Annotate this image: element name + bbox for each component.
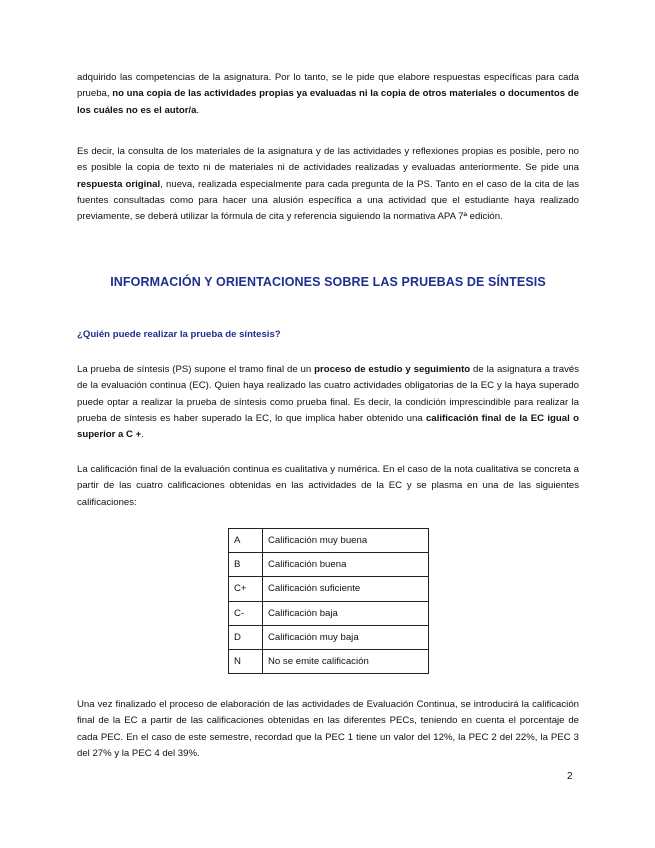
paragraph-text: .: [196, 104, 200, 116]
table-row: [229, 601, 429, 625]
paragraph-pec-weights: [77, 697, 579, 762]
paragraph-text: La prueba de síntesis (PS) supone el tramo final de un: [77, 364, 315, 375]
paragraph-text: .: [141, 429, 144, 441]
table-row: [229, 649, 429, 673]
page-number: 2: [567, 771, 573, 782]
grade-code-cell: N: [229, 649, 263, 673]
grade-code-cell: A: [229, 529, 263, 553]
paragraph-bold-text: respuesta original: [77, 178, 161, 190]
paragraph-bold-text: proceso de estudio y seguimiento: [314, 364, 471, 375]
paragraph-text: La calificación final de la evaluación continua es cualitativa y numérica. En el caso de la nota cualitativa se concreta a partir de las cuatro calificaciones obtenidas en las actividades de la EC y se plasma en una de las siguientes calificaciones:: [77, 464, 579, 508]
paragraph-bold-text: calificación final de la EC igual o superior a C +: [77, 412, 580, 441]
grade-description-cell: No se emite calificación: [263, 649, 429, 673]
paragraph-text: de la asignatura a través de la evaluación continua (EC). Quien haya realizado las cuatro actividades obligatorias de la EC y la haya superado puede optar a realizar la prueba de síntesis como prueba final. Es decir, la condición imprescindible para realizar la prueba de síntesis es haber superado la EC, lo que implica haber obtenido una: [77, 364, 580, 424]
table-row: [229, 625, 429, 649]
table-row: [229, 553, 429, 577]
paragraph-text: , nueva, realizada especialmente para cada pregunta de la PS. Tanto en el caso de la cita de las fuentes consultadas como para hacer una alusión específica a una actividad que el estudiante haya realizado previamente, se deberá utilizar la fórmula de cita y referencia siguiendo la normativa APA 7ª edición.: [77, 178, 579, 223]
grade-code-cell: C-: [229, 601, 263, 625]
paragraph-text: Una vez finalizado el proceso de elaboración de las actividades de Evaluación Continua, se introducirá la calificación final de la EC a partir de las calificaciones obtenidas en las diferentes PECs, teniendo en cuenta el porcentaje de cada PEC. En el caso de este semestre, recordad que la PEC 1 tiene un valor del 12%, la PEC 2 del 22%, la PEC 3 del 27% y la PEC 4 del 39%.: [77, 699, 579, 759]
paragraph-originality-intro: [77, 70, 579, 119]
grade-description-cell: Calificación suficiente: [263, 577, 429, 601]
table-row: [229, 529, 429, 553]
grade-code-cell: D: [229, 625, 263, 649]
grade-description-cell: Calificación muy baja: [263, 625, 429, 649]
grade-description-cell: Calificación muy buena: [263, 529, 429, 553]
paragraph-text: adquirido las competencias de la asignatura. Por lo tanto, se le pide que elabore respuestas específicas para cada prueba,: [77, 72, 579, 100]
grade-description-cell: Calificación baja: [263, 601, 429, 625]
paragraph-bold-text: no una copia de las actividades propias ya evaluadas ni la copia de otros materiales o documentos de los cuáles no es el autor/a: [77, 88, 579, 116]
paragraph-synthesis-test: [77, 362, 579, 443]
grade-description-cell: Calificación buena: [263, 553, 429, 577]
paragraph-final-grade: [77, 462, 579, 511]
subheading: ¿Quién puede realizar la prueba de síntesis?: [77, 329, 281, 340]
grades-table: [228, 528, 429, 674]
section-title: INFORMACIÓN Y ORIENTACIONES SOBRE LAS PRUEBAS DE SÍNTESIS: [110, 275, 546, 289]
grade-code-cell: B: [229, 553, 263, 577]
paragraph-text: Es decir, la consulta de los materiales de la asignatura y de las actividades y reflexiones propias es posible, pero no es posible la copia de texto ni de materiales ni de actividades realizadas y evaluadas anteriormente. Se pide una: [77, 146, 579, 174]
paragraph-consultation: [77, 144, 579, 225]
grade-code-cell: C+: [229, 577, 263, 601]
table-row: [229, 577, 429, 601]
